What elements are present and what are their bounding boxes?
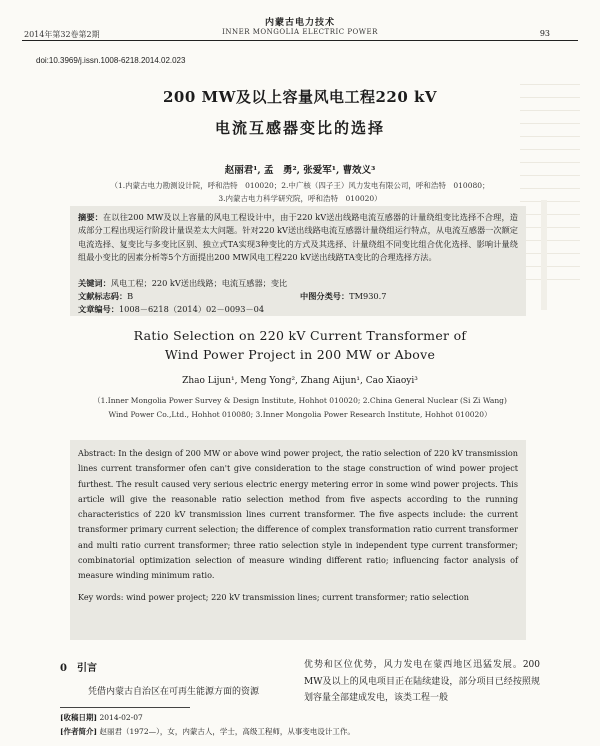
clc-label: 中图分类号： bbox=[300, 291, 350, 301]
doc-code-label: 文献标志码： bbox=[78, 291, 128, 301]
title-cn-line2: 电流互感器变比的选择 bbox=[214, 119, 385, 137]
journal-name-cn: 内蒙古电力技术 bbox=[264, 18, 335, 28]
title-cn-line1: 200 MW及以上容量风电工程220 kV bbox=[162, 88, 438, 106]
header-rule bbox=[22, 40, 578, 41]
footnote-rule bbox=[60, 707, 190, 708]
doc-code-value: B bbox=[127, 291, 134, 301]
body-left-column: 凭借内蒙古自治区在可再生能源方面的资源 bbox=[88, 687, 260, 697]
footnote-author bbox=[60, 726, 355, 737]
received-date: 2014-02-07 bbox=[99, 713, 143, 722]
section-title: 引言 bbox=[76, 663, 97, 674]
keywords-en-text: wind power project; 220 kV transmission lines; current transformer; ratio selection bbox=[126, 591, 469, 602]
doi: doi:10.3969/j.issn.1008-6218.2014.02.023 bbox=[36, 56, 186, 65]
article-id bbox=[78, 304, 264, 315]
author-bio-label: [作者简介] bbox=[60, 727, 98, 736]
authors-en: Zhao Lijun¹, Meng Yong², Zhang Aijun¹, Cao Xiaoyi³ bbox=[182, 376, 418, 386]
keywords-en-label: Key words: bbox=[78, 591, 124, 602]
abstract-en-label: Abstract: bbox=[78, 448, 116, 458]
received-label: [收稿日期] bbox=[60, 713, 98, 722]
section-heading-intro bbox=[60, 659, 97, 674]
faint-stripe bbox=[541, 200, 547, 310]
section-number: 0 bbox=[60, 663, 67, 674]
abstract-cn-label: 摘要： bbox=[78, 212, 104, 222]
authors-cn: 赵丽君¹, 孟 勇², 张爱军¹, 曹效义³ bbox=[224, 165, 376, 176]
clc-value: TM930.7 bbox=[349, 291, 387, 301]
title-en-line1: Ratio Selection on 220 kV Current Transformer of bbox=[133, 328, 467, 343]
affiliation-cn-line2: 3.内蒙古电力科学研究院，呼和浩特 010020） bbox=[218, 194, 382, 203]
affiliation-cn-line1: （1.内蒙古电力勘测设计院，呼和浩特 010020；2.中广核（四子王）风力发电有限公司，呼和浩特 010080； bbox=[110, 181, 490, 190]
keywords-cn bbox=[78, 278, 287, 289]
body-right-column: 优势和区位优势，风力发电在蒙西地区迅猛发展。200 MW及以上的风电项目正在陆续建设，部分项目已经按照规划容量全部建成发电，该类工程一般 bbox=[304, 660, 540, 703]
article-id-label: 文章编号： bbox=[78, 304, 119, 314]
issue-info: 2014年第32卷第2期 bbox=[24, 30, 100, 39]
abstract-en bbox=[78, 446, 518, 605]
title-en-line2: Wind Power Project in 200 MW or Above bbox=[164, 347, 436, 362]
abstract-cn-text: 在以往200 MW及以上容量的风电工程设计中，由于220 kV送出线路电流互感器的计量绕组变比选择不合理，造成部分工程出现运行阶段计量误差太大问题。针对220 kV送出线路电流互感器计量绕组运行特点，从电流互感器一次额定电流选择、复变比与多变比区别、独立式TA实现3种变比的方式及其选择、计量绕组不同变比组合优化选择、影响计量绕组最小变比的因素分析等5个方面提出200 MW风电工程220 kV送出线路TA变比的合理选择方法。 bbox=[78, 212, 518, 262]
affiliation-en-line1: （1.Inner Mongolia Power Survey & Design Institute, Hohhot 010020; 2.China General Nuclear (Si Zi Wang) bbox=[93, 396, 507, 405]
abstract-en-text: In the design of 200 MW or above wind power project, the ratio selection of 220 kV transmission lines current transformer ofen can't give consideration to the stage construction of wind power project furthest. The result caused very serious electric energy metering error in some wind power projects. This article will give the reasonable ratio selection method from five aspects according to the running characteristics of 220 kV transmission lines current transformer. The five aspects include: the current transformer primary current selection; the difference of complex transformation ratio current transformer and multi ratio current transformer; three ratio selection style in independent type current transformer; combinatorial optimization selection of measure winding different ratio; influencing factor analysis of measure winding minimum ratio. bbox=[78, 448, 518, 581]
doc-code bbox=[78, 291, 133, 302]
article-id-value: 1008－6218（2014）02－0093－04 bbox=[118, 304, 265, 314]
keywords-cn-label: 关键词： bbox=[78, 278, 111, 288]
footnote-received bbox=[60, 712, 143, 723]
author-bio-text: 赵丽君（1972—），女，内蒙古人，学士，高级工程师，从事变电设计工作。 bbox=[99, 727, 355, 736]
page-number: 93 bbox=[539, 29, 550, 38]
keywords-cn-text: 风电工程；220 kV送出线路；电流互感器；变比 bbox=[110, 278, 288, 288]
affiliation-en-line2: Wind Power Co.,Ltd., Hohhot 010080; 3.Inner Mongolia Power Research Institute, Hohhot 010020） bbox=[108, 410, 492, 419]
clc-number bbox=[300, 291, 386, 302]
journal-name-en: INNER MONGOLIA ELECTRIC POWER bbox=[222, 28, 378, 36]
abstract-cn bbox=[78, 211, 518, 277]
